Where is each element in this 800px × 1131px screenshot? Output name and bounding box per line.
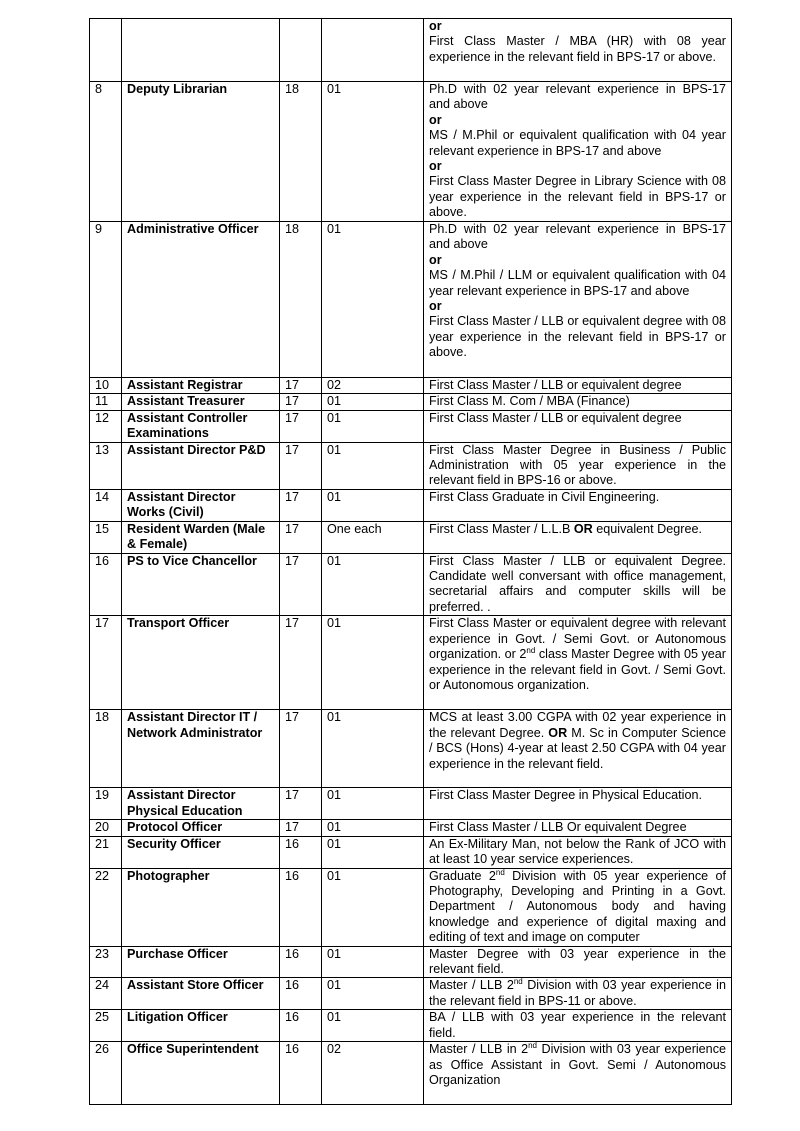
- post-title: Assistant Store Officer: [122, 978, 280, 1010]
- qualification: [424, 521, 732, 553]
- or-separator: or: [429, 112, 442, 127]
- qualification-text: M. Sc in Computer Science / BCS (Hons) 4-year at least 2.50 CGPA with 04 year experience in the relevant field.: [429, 725, 727, 771]
- bps-scale: 18: [280, 222, 322, 378]
- qualification-text: First Class Master Degree in Library Science with 08 year experience in the relevant field in BPS-17 or above.: [429, 174, 726, 220]
- table-row: [90, 788, 732, 820]
- bps-scale: 17: [280, 394, 322, 410]
- serial-number: 12: [90, 410, 122, 442]
- qualification: [424, 978, 732, 1010]
- qualification: An Ex-Military Man, not below the Rank of JCO with at least 10 year service experiences.: [424, 836, 732, 868]
- qualification-text: Division with 03 year experience as Office Assistant in Govt. Semi / Autonomous Organization: [429, 1042, 726, 1087]
- bps-scale: 16: [280, 978, 322, 1010]
- seat-count: 01: [322, 489, 424, 521]
- post-title: Assistant Controller Examinations: [122, 410, 280, 442]
- post-title: Administrative Officer: [122, 222, 280, 378]
- bps-scale: 16: [280, 1042, 322, 1105]
- post-title: Photographer: [122, 868, 280, 946]
- post-title: Security Officer: [122, 836, 280, 868]
- bps-scale: [280, 19, 322, 82]
- qualification: First Class Master / LLB or equivalent degree: [424, 410, 732, 442]
- post-title: Assistant Registrar: [122, 378, 280, 394]
- table-row: [90, 978, 732, 1010]
- qualification: [424, 222, 732, 378]
- qualification-text: Division with 03 year experience in the relevant field in BPS-11 or above.: [429, 978, 726, 1008]
- bps-scale: 17: [280, 710, 322, 788]
- seat-count: 01: [322, 836, 424, 868]
- serial-number: 9: [90, 222, 122, 378]
- seat-count: 02: [322, 378, 424, 394]
- seat-count: 01: [322, 820, 424, 836]
- bps-scale: 17: [280, 616, 322, 710]
- bps-scale: 16: [280, 868, 322, 946]
- qualification: First Class M. Com / MBA (Finance): [424, 394, 732, 410]
- post-title: PS to Vice Chancellor: [122, 553, 280, 616]
- qualification: [424, 710, 732, 788]
- qualification-text: Ph.D with 02 year relevant experience in BPS-17 and above: [429, 222, 726, 252]
- serial-number: [90, 19, 122, 82]
- qualification-text: MS / M.Phil or equivalent qualification with 04 year relevant experience in BPS-17 and above: [429, 128, 726, 158]
- seat-count: 02: [322, 1042, 424, 1105]
- bps-scale: 16: [280, 836, 322, 868]
- post-title: Assistant Director IT / Network Administrator: [122, 710, 280, 788]
- qualification-text: MCS at least 3.00 CGPA with 02 year experience in the relevant Degree.: [429, 710, 726, 740]
- serial-number: 26: [90, 1042, 122, 1105]
- superscript: nd: [526, 645, 536, 655]
- or-separator: or: [429, 252, 442, 267]
- or-separator: OR: [573, 521, 593, 536]
- post-title: Protocol Officer: [122, 820, 280, 836]
- table-row: [90, 868, 732, 946]
- qualification-text: Graduate 2: [429, 868, 496, 883]
- superscript: nd: [528, 1040, 538, 1050]
- serial-number: 24: [90, 978, 122, 1010]
- qualification: First Class Master / LLB or equivalent Degree. Candidate well conversant with office management, secretarial affairs and computer skills will be preferred. .: [424, 553, 732, 616]
- bps-scale: 18: [280, 82, 322, 222]
- post-title: Assistant Director P&D: [122, 442, 280, 489]
- serial-number: 20: [90, 820, 122, 836]
- post-title: Office Superintendent: [122, 1042, 280, 1105]
- seat-count: 01: [322, 978, 424, 1010]
- seat-count: 01: [322, 410, 424, 442]
- serial-number: 8: [90, 82, 122, 222]
- table-row: [90, 82, 732, 222]
- bps-scale: 17: [280, 489, 322, 521]
- serial-number: 16: [90, 553, 122, 616]
- serial-number: 19: [90, 788, 122, 820]
- or-separator: or: [429, 159, 442, 174]
- seat-count: One each: [322, 521, 424, 553]
- table-row: [90, 19, 732, 82]
- serial-number: 18: [90, 710, 122, 788]
- table-row: [90, 489, 732, 521]
- table-row: [90, 378, 732, 394]
- post-title: Deputy Librarian: [122, 82, 280, 222]
- serial-number: 22: [90, 868, 122, 946]
- qualification-text: Master / LLB 2: [429, 978, 514, 993]
- table-row: [90, 710, 732, 788]
- post-title: [122, 19, 280, 82]
- post-title: Assistant Treasurer: [122, 394, 280, 410]
- bps-scale: 17: [280, 378, 322, 394]
- bps-scale: 17: [280, 521, 322, 553]
- qualification: [424, 82, 732, 222]
- table-row: [90, 820, 732, 836]
- bps-scale: 17: [280, 820, 322, 836]
- table-row: [90, 946, 732, 978]
- table-row: [90, 394, 732, 410]
- qualification-text: Master / LLB in 2: [429, 1042, 529, 1057]
- serial-number: 15: [90, 521, 122, 553]
- qualification-text: MS / M.Phil / LLM or equivalent qualification with 04 year relevant experience in BPS-17 and above: [429, 268, 726, 298]
- qualification: First Class Master / LLB or equivalent degree: [424, 378, 732, 394]
- bps-scale: 16: [280, 1010, 322, 1042]
- qualification: [424, 1042, 732, 1105]
- seat-count: 01: [322, 82, 424, 222]
- bps-scale: 17: [280, 442, 322, 489]
- qualification: [424, 19, 732, 82]
- seat-count: 01: [322, 442, 424, 489]
- bps-scale: 17: [280, 410, 322, 442]
- qualification: Master Degree with 03 year experience in the relevant field.: [424, 946, 732, 978]
- seat-count: 01: [322, 788, 424, 820]
- qualification: First Class Master Degree in Physical Education.: [424, 788, 732, 820]
- post-title: Transport Officer: [122, 616, 280, 710]
- qualification: First Class Master Degree in Business / Public Administration with 05 year experience in the relevant field in BPS-16 or above.: [424, 442, 732, 489]
- qualification: First Class Graduate in Civil Engineering.: [424, 489, 732, 521]
- seat-count: 01: [322, 868, 424, 946]
- qualification: [424, 868, 732, 946]
- qualification: BA / LLB with 03 year experience in the relevant field.: [424, 1010, 732, 1042]
- qualification-text: First Class Master / MBA (HR) with 08 year experience in the relevant field in BPS-17 or above.: [429, 34, 726, 64]
- qualification-text: class Master Degree with 05 year experience in the relevant field in Govt. / Semi Govt. or Autonomous organization.: [429, 647, 726, 692]
- qualification-text: Ph.D with 02 year relevant experience in BPS-17 and above: [429, 82, 726, 112]
- superscript: nd: [495, 867, 505, 877]
- qualification-text: First Class Master / LLB or equivalent degree with 08 year experience in the relevant field in BPS-17 or above.: [429, 314, 726, 360]
- seat-count: 01: [322, 616, 424, 710]
- serial-number: 13: [90, 442, 122, 489]
- qualification-text: First Class Master / L.L.B: [429, 521, 571, 536]
- table-row: [90, 222, 732, 378]
- or-separator: or: [429, 19, 442, 33]
- bps-scale: 17: [280, 553, 322, 616]
- table-row: [90, 836, 732, 868]
- qualification-text: equivalent Degree.: [596, 521, 702, 536]
- qualification: [424, 616, 732, 710]
- table-row: [90, 410, 732, 442]
- qualification-text: Division with 05 year experience of Photography, Developing and Printing in a Govt. Department / Autonomous body and having knowledge and experience of digital maxing and editing of text and image on computer: [429, 868, 726, 945]
- serial-number: 11: [90, 394, 122, 410]
- post-title: Purchase Officer: [122, 946, 280, 978]
- post-title: Assistant Director Works (Civil): [122, 489, 280, 521]
- post-title: Assistant Director Physical Education: [122, 788, 280, 820]
- table-row: [90, 521, 732, 553]
- seat-count: [322, 19, 424, 82]
- seat-count: 01: [322, 394, 424, 410]
- seat-count: 01: [322, 710, 424, 788]
- table-row: [90, 1010, 732, 1042]
- post-title: Resident Warden (Male & Female): [122, 521, 280, 553]
- or-separator: or: [429, 299, 442, 314]
- post-title: Litigation Officer: [122, 1010, 280, 1042]
- seat-count: 01: [322, 1010, 424, 1042]
- serial-number: 10: [90, 378, 122, 394]
- serial-number: 25: [90, 1010, 122, 1042]
- or-separator: OR: [548, 725, 568, 740]
- seat-count: 01: [322, 222, 424, 378]
- table-row: [90, 553, 732, 616]
- posts-table: [89, 18, 732, 1105]
- bps-scale: 17: [280, 788, 322, 820]
- table-row: [90, 442, 732, 489]
- serial-number: 23: [90, 946, 122, 978]
- seat-count: 01: [322, 946, 424, 978]
- seat-count: 01: [322, 553, 424, 616]
- table-row: [90, 616, 732, 710]
- qualification: First Class Master / LLB Or equivalent Degree: [424, 820, 732, 836]
- bps-scale: 16: [280, 946, 322, 978]
- serial-number: 17: [90, 616, 122, 710]
- serial-number: 14: [90, 489, 122, 521]
- serial-number: 21: [90, 836, 122, 868]
- qualification-text: First Class Master or equivalent degree with relevant experience in Govt. / Semi Govt. or Autonomous organization. or 2: [429, 616, 726, 662]
- table-row: [90, 1042, 732, 1105]
- superscript: nd: [513, 977, 523, 987]
